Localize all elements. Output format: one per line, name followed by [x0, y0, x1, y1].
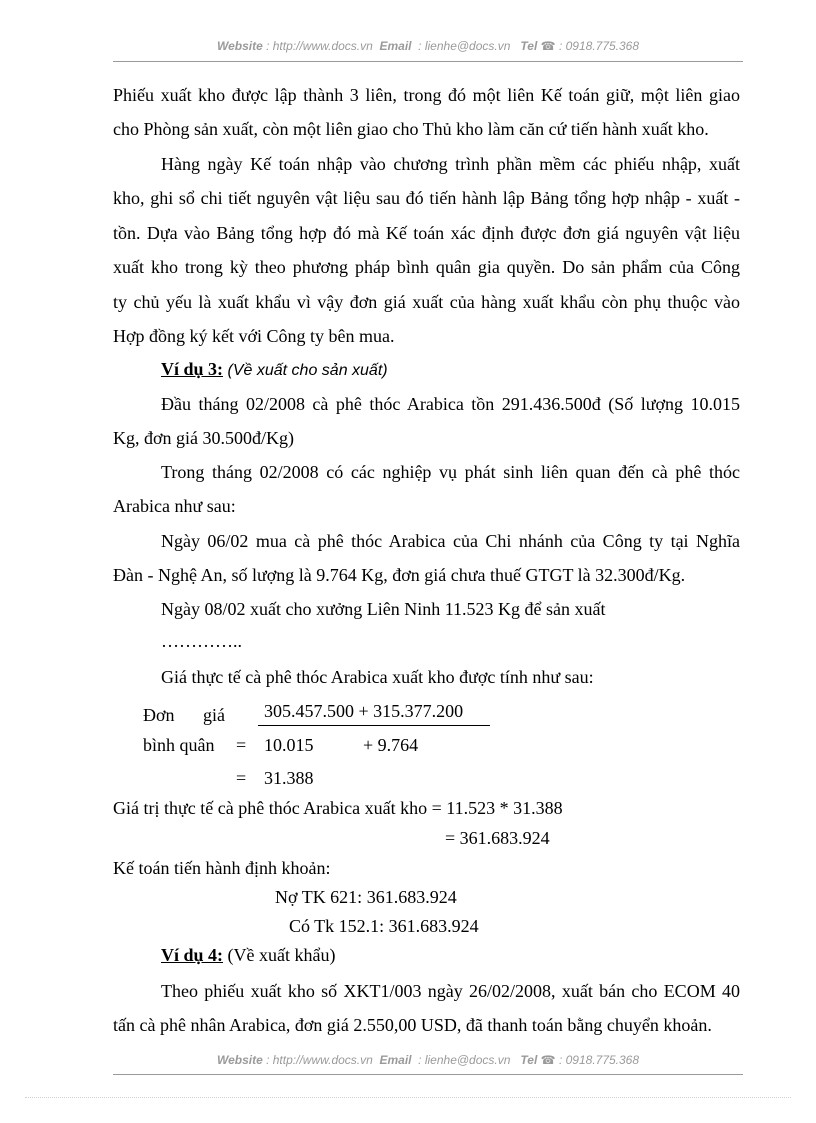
- paragraph-line: ty chủ yếu là xuất khẩu vì vậy đơn giá xuất của hàng xuất khẩu còn phụ thuộc vào: [113, 292, 740, 312]
- formula-result: 31.388: [264, 768, 314, 788]
- paragraph-line: kho, ghi sổ chi tiết nguyên vật liệu sau đó tiến hành lập Bảng tổng hợp nhập - xuất -: [113, 188, 740, 208]
- formula-denominator-a: 10.015: [264, 735, 314, 755]
- debit-entry: Nợ TK 621: 361.683.924: [275, 887, 457, 907]
- paragraph-line: tồn. Dựa vào Bảng tổng hợp đó mà Kế toán xác định được đơn giá nguyên vật liệu: [113, 223, 740, 243]
- footer-website-value: : http://www.docs.vn: [266, 1053, 373, 1067]
- formula-equals: =: [236, 735, 247, 755]
- header-email-value: : lienhe@docs.vn: [418, 39, 511, 53]
- example-4-label: Ví dụ 4:: [161, 945, 224, 965]
- page-edge-divider: [25, 1097, 791, 1098]
- paragraph-line: cho Phòng sản xuất, còn một liên giao cho Thủ kho làm căn cứ tiến hành xuất kho.: [113, 119, 709, 139]
- value-line: Giá trị thực tế cà phê thóc Arabica xuất kho = 11.523 * 31.388: [113, 798, 563, 818]
- formula-label-don: Đơn: [143, 705, 175, 725]
- footer-website-label: Website: [216, 1053, 263, 1067]
- paragraph-line: xuất kho trong kỳ theo phương pháp bình quân gia quyền. Do sản phẩm của Công: [113, 257, 740, 277]
- header-rule: [113, 61, 743, 62]
- footer-email-label: Email: [379, 1053, 412, 1067]
- paragraph-line: Hợp đồng ký kết với Công ty bên mua.: [113, 326, 395, 346]
- value-line: = 361.683.924: [445, 828, 550, 848]
- ellipsis: …………..: [161, 631, 242, 651]
- paragraph-line: Ngày 06/02 mua cà phê thóc Arabica của Chi nhánh của Công ty tại Nghĩa: [161, 531, 740, 551]
- footer-rule: [113, 1074, 743, 1075]
- paragraph-line: Phiếu xuất kho được lập thành 3 liên, trong đó một liên Kế toán giữ, một liên giao: [113, 85, 740, 105]
- formula-denominator-b: + 9.764: [363, 735, 419, 755]
- formula-label-binh-quan: bình quân: [143, 735, 215, 755]
- credit-entry: Có Tk 152.1: 361.683.924: [289, 916, 479, 936]
- entry-intro: Kế toán tiến hành định khoản:: [113, 858, 331, 878]
- paragraph-line: Theo phiếu xuất kho số XKT1/003 ngày 26/02/2008, xuất bán cho ECOM 40: [161, 981, 740, 1001]
- example-4-note: (Về xuất khẩu): [227, 945, 336, 965]
- example-3-heading: [161, 358, 388, 382]
- footer-tel-value: ☎ : 0918.775.368: [540, 1053, 640, 1067]
- header-website-label: Website: [216, 39, 263, 53]
- header-tel-label: Tel: [520, 39, 538, 53]
- page-footer: [113, 1053, 743, 1067]
- page-header: [113, 39, 743, 53]
- paragraph-line: Giá thực tế cà phê thóc Arabica xuất kho được tính như sau:: [161, 667, 594, 687]
- example-3-note: (Về xuất cho sản xuất): [227, 362, 388, 379]
- paragraph-line: tấn cà phê nhân Arabica, đơn giá 2.550,00 USD, đã thanh toán bằng chuyển khoản.: [113, 1015, 712, 1035]
- footer-email-value: : lienhe@docs.vn: [418, 1053, 511, 1067]
- paragraph-line: Kg, đơn giá 30.500đ/Kg): [113, 428, 295, 448]
- paragraph-line: Arabica như sau:: [113, 496, 236, 516]
- fraction-bar: [258, 725, 490, 726]
- paragraph-line: Ngày 08/02 xuất cho xưởng Liên Ninh 11.523 Kg để sản xuất: [161, 599, 606, 619]
- formula-equals: =: [236, 768, 247, 788]
- paragraph-line: Trong tháng 02/2008 có các nghiệp vụ phát sinh liên quan đến cà phê thóc: [161, 462, 740, 482]
- header-tel-value: ☎ : 0918.775.368: [540, 39, 640, 53]
- paragraph-line: Hàng ngày Kế toán nhập vào chương trình phần mềm các phiếu nhập, xuất: [161, 154, 740, 174]
- example-4-heading: [161, 944, 335, 966]
- footer-tel-label: Tel: [520, 1053, 538, 1067]
- example-3-label: Ví dụ 3:: [161, 359, 224, 379]
- header-website-value: : http://www.docs.vn: [266, 39, 373, 53]
- paragraph-line: Đàn - Nghệ An, số lượng là 9.764 Kg, đơn giá chưa thuế GTGT là 32.300đ/Kg.: [113, 565, 686, 585]
- formula-label-gia: giá: [203, 705, 225, 725]
- paragraph-line: Đầu tháng 02/2008 cà phê thóc Arabica tồn 291.436.500đ (Số lượng 10.015: [161, 394, 740, 414]
- formula-numerator: 305.457.500 + 315.377.200: [264, 701, 464, 721]
- header-email-label: Email: [379, 39, 412, 53]
